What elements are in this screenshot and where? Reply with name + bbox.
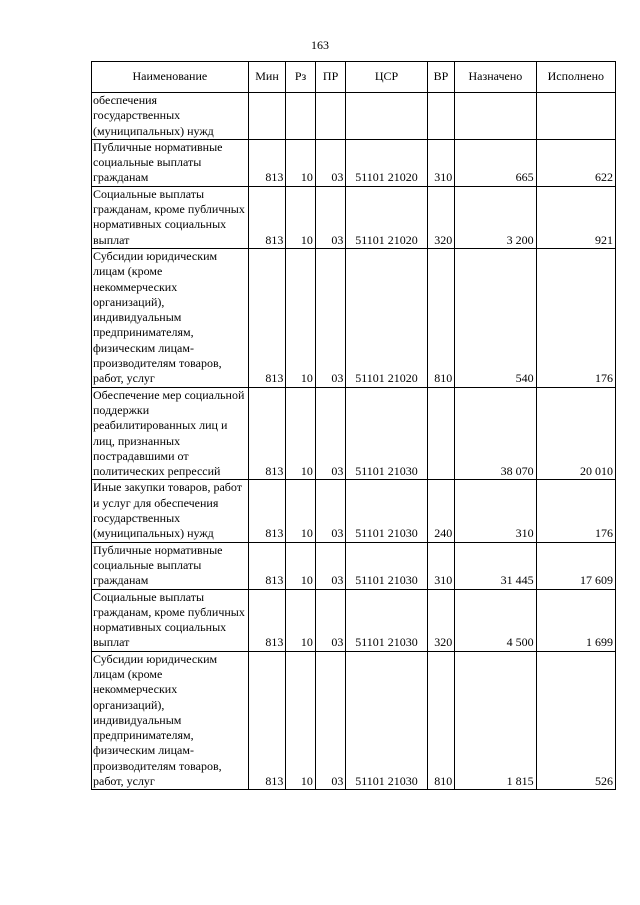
table-header-row	[92, 62, 616, 93]
cell-min: 813	[248, 480, 286, 542]
header-executed: Исполнено	[536, 62, 615, 93]
cell-executed: 176	[536, 480, 615, 542]
cell-rz: 10	[286, 248, 316, 387]
cell-pr: 03	[315, 480, 346, 542]
table-row	[92, 248, 616, 387]
cell-min: 813	[248, 387, 286, 480]
cell-name: Публичные нормативные социальные выплаты гражданам	[92, 542, 249, 589]
header-name: Наименование	[92, 62, 249, 93]
cell-name: обеспечения государственных (муниципальных) нужд	[92, 93, 249, 140]
cell-pr: 03	[315, 387, 346, 480]
cell-assigned: 3 200	[455, 186, 536, 248]
cell-rz	[286, 93, 316, 140]
cell-rz: 10	[286, 387, 316, 480]
cell-pr: 03	[315, 542, 346, 589]
table-row	[92, 139, 616, 186]
page-number: 163	[311, 38, 329, 52]
cell-name: Иные закупки товаров, работ и услуг для обеспечения государственных (муниципальных) нужд	[92, 480, 249, 542]
cell-rz: 10	[286, 186, 316, 248]
cell-csr: 51101 21020	[346, 248, 427, 387]
cell-assigned: 31 445	[455, 542, 536, 589]
cell-name: Социальные выплаты гражданам, кроме публичных нормативных социальных выплат	[92, 589, 249, 651]
cell-executed: 1 699	[536, 589, 615, 651]
cell-executed: 921	[536, 186, 615, 248]
cell-rz: 10	[286, 139, 316, 186]
budget-table	[91, 61, 616, 790]
cell-pr	[315, 93, 346, 140]
cell-vr: 810	[427, 651, 454, 790]
cell-csr: 51101 21020	[346, 186, 427, 248]
cell-pr: 03	[315, 589, 346, 651]
cell-name: Публичные нормативные социальные выплаты гражданам	[92, 139, 249, 186]
cell-executed: 17 609	[536, 542, 615, 589]
header-assigned: Назначено	[455, 62, 536, 93]
cell-min: 813	[248, 248, 286, 387]
cell-pr: 03	[315, 139, 346, 186]
table-row	[92, 186, 616, 248]
cell-vr: 810	[427, 248, 454, 387]
cell-csr: 51101 21020	[346, 139, 427, 186]
cell-executed: 176	[536, 248, 615, 387]
cell-assigned	[455, 93, 536, 140]
cell-vr: 310	[427, 542, 454, 589]
cell-vr: 320	[427, 589, 454, 651]
header-min: Мин	[248, 62, 286, 93]
cell-min	[248, 93, 286, 140]
cell-min: 813	[248, 139, 286, 186]
cell-vr: 240	[427, 480, 454, 542]
cell-csr: 51101 21030	[346, 589, 427, 651]
cell-rz: 10	[286, 651, 316, 790]
table-row	[92, 93, 616, 140]
cell-min: 813	[248, 651, 286, 790]
cell-csr: 51101 21030	[346, 542, 427, 589]
cell-assigned: 1 815	[455, 651, 536, 790]
cell-vr: 320	[427, 186, 454, 248]
table-row	[92, 387, 616, 480]
cell-vr	[427, 387, 454, 480]
header-pr: ПР	[315, 62, 346, 93]
cell-rz: 10	[286, 480, 316, 542]
cell-executed	[536, 93, 615, 140]
header-vr: ВР	[427, 62, 454, 93]
cell-csr: 51101 21030	[346, 480, 427, 542]
cell-name: Обеспечение мер социальной поддержки реабилитированных лиц и лиц, признанных пострадавшими от политических репрессий	[92, 387, 249, 480]
cell-pr: 03	[315, 248, 346, 387]
cell-executed: 526	[536, 651, 615, 790]
cell-assigned: 38 070	[455, 387, 536, 480]
cell-assigned: 665	[455, 139, 536, 186]
table-row	[92, 651, 616, 790]
cell-name: Субсидии юридическим лицам (кроме некоммерческих организаций), индивидуальным предпринимателям, физическим лицам-производителям товаров, работ, услуг	[92, 651, 249, 790]
cell-csr: 51101 21030	[346, 387, 427, 480]
cell-pr: 03	[315, 186, 346, 248]
cell-assigned: 540	[455, 248, 536, 387]
cell-csr	[346, 93, 427, 140]
cell-rz: 10	[286, 542, 316, 589]
table-row	[92, 542, 616, 589]
cell-min: 813	[248, 542, 286, 589]
cell-assigned: 310	[455, 480, 536, 542]
header-csr: ЦСР	[346, 62, 427, 93]
cell-executed: 20 010	[536, 387, 615, 480]
cell-executed: 622	[536, 139, 615, 186]
cell-assigned: 4 500	[455, 589, 536, 651]
table-row	[92, 480, 616, 542]
cell-min: 813	[248, 186, 286, 248]
header-rz: Рз	[286, 62, 316, 93]
cell-pr: 03	[315, 651, 346, 790]
cell-vr	[427, 93, 454, 140]
cell-min: 813	[248, 589, 286, 651]
cell-csr: 51101 21030	[346, 651, 427, 790]
cell-vr: 310	[427, 139, 454, 186]
table-row	[92, 589, 616, 651]
cell-name: Социальные выплаты гражданам, кроме публичных нормативных социальных выплат	[92, 186, 249, 248]
cell-rz: 10	[286, 589, 316, 651]
cell-name: Субсидии юридическим лицам (кроме некоммерческих организаций), индивидуальным предпринимателям, физическим лицам-производителям товаров, работ, услуг	[92, 248, 249, 387]
